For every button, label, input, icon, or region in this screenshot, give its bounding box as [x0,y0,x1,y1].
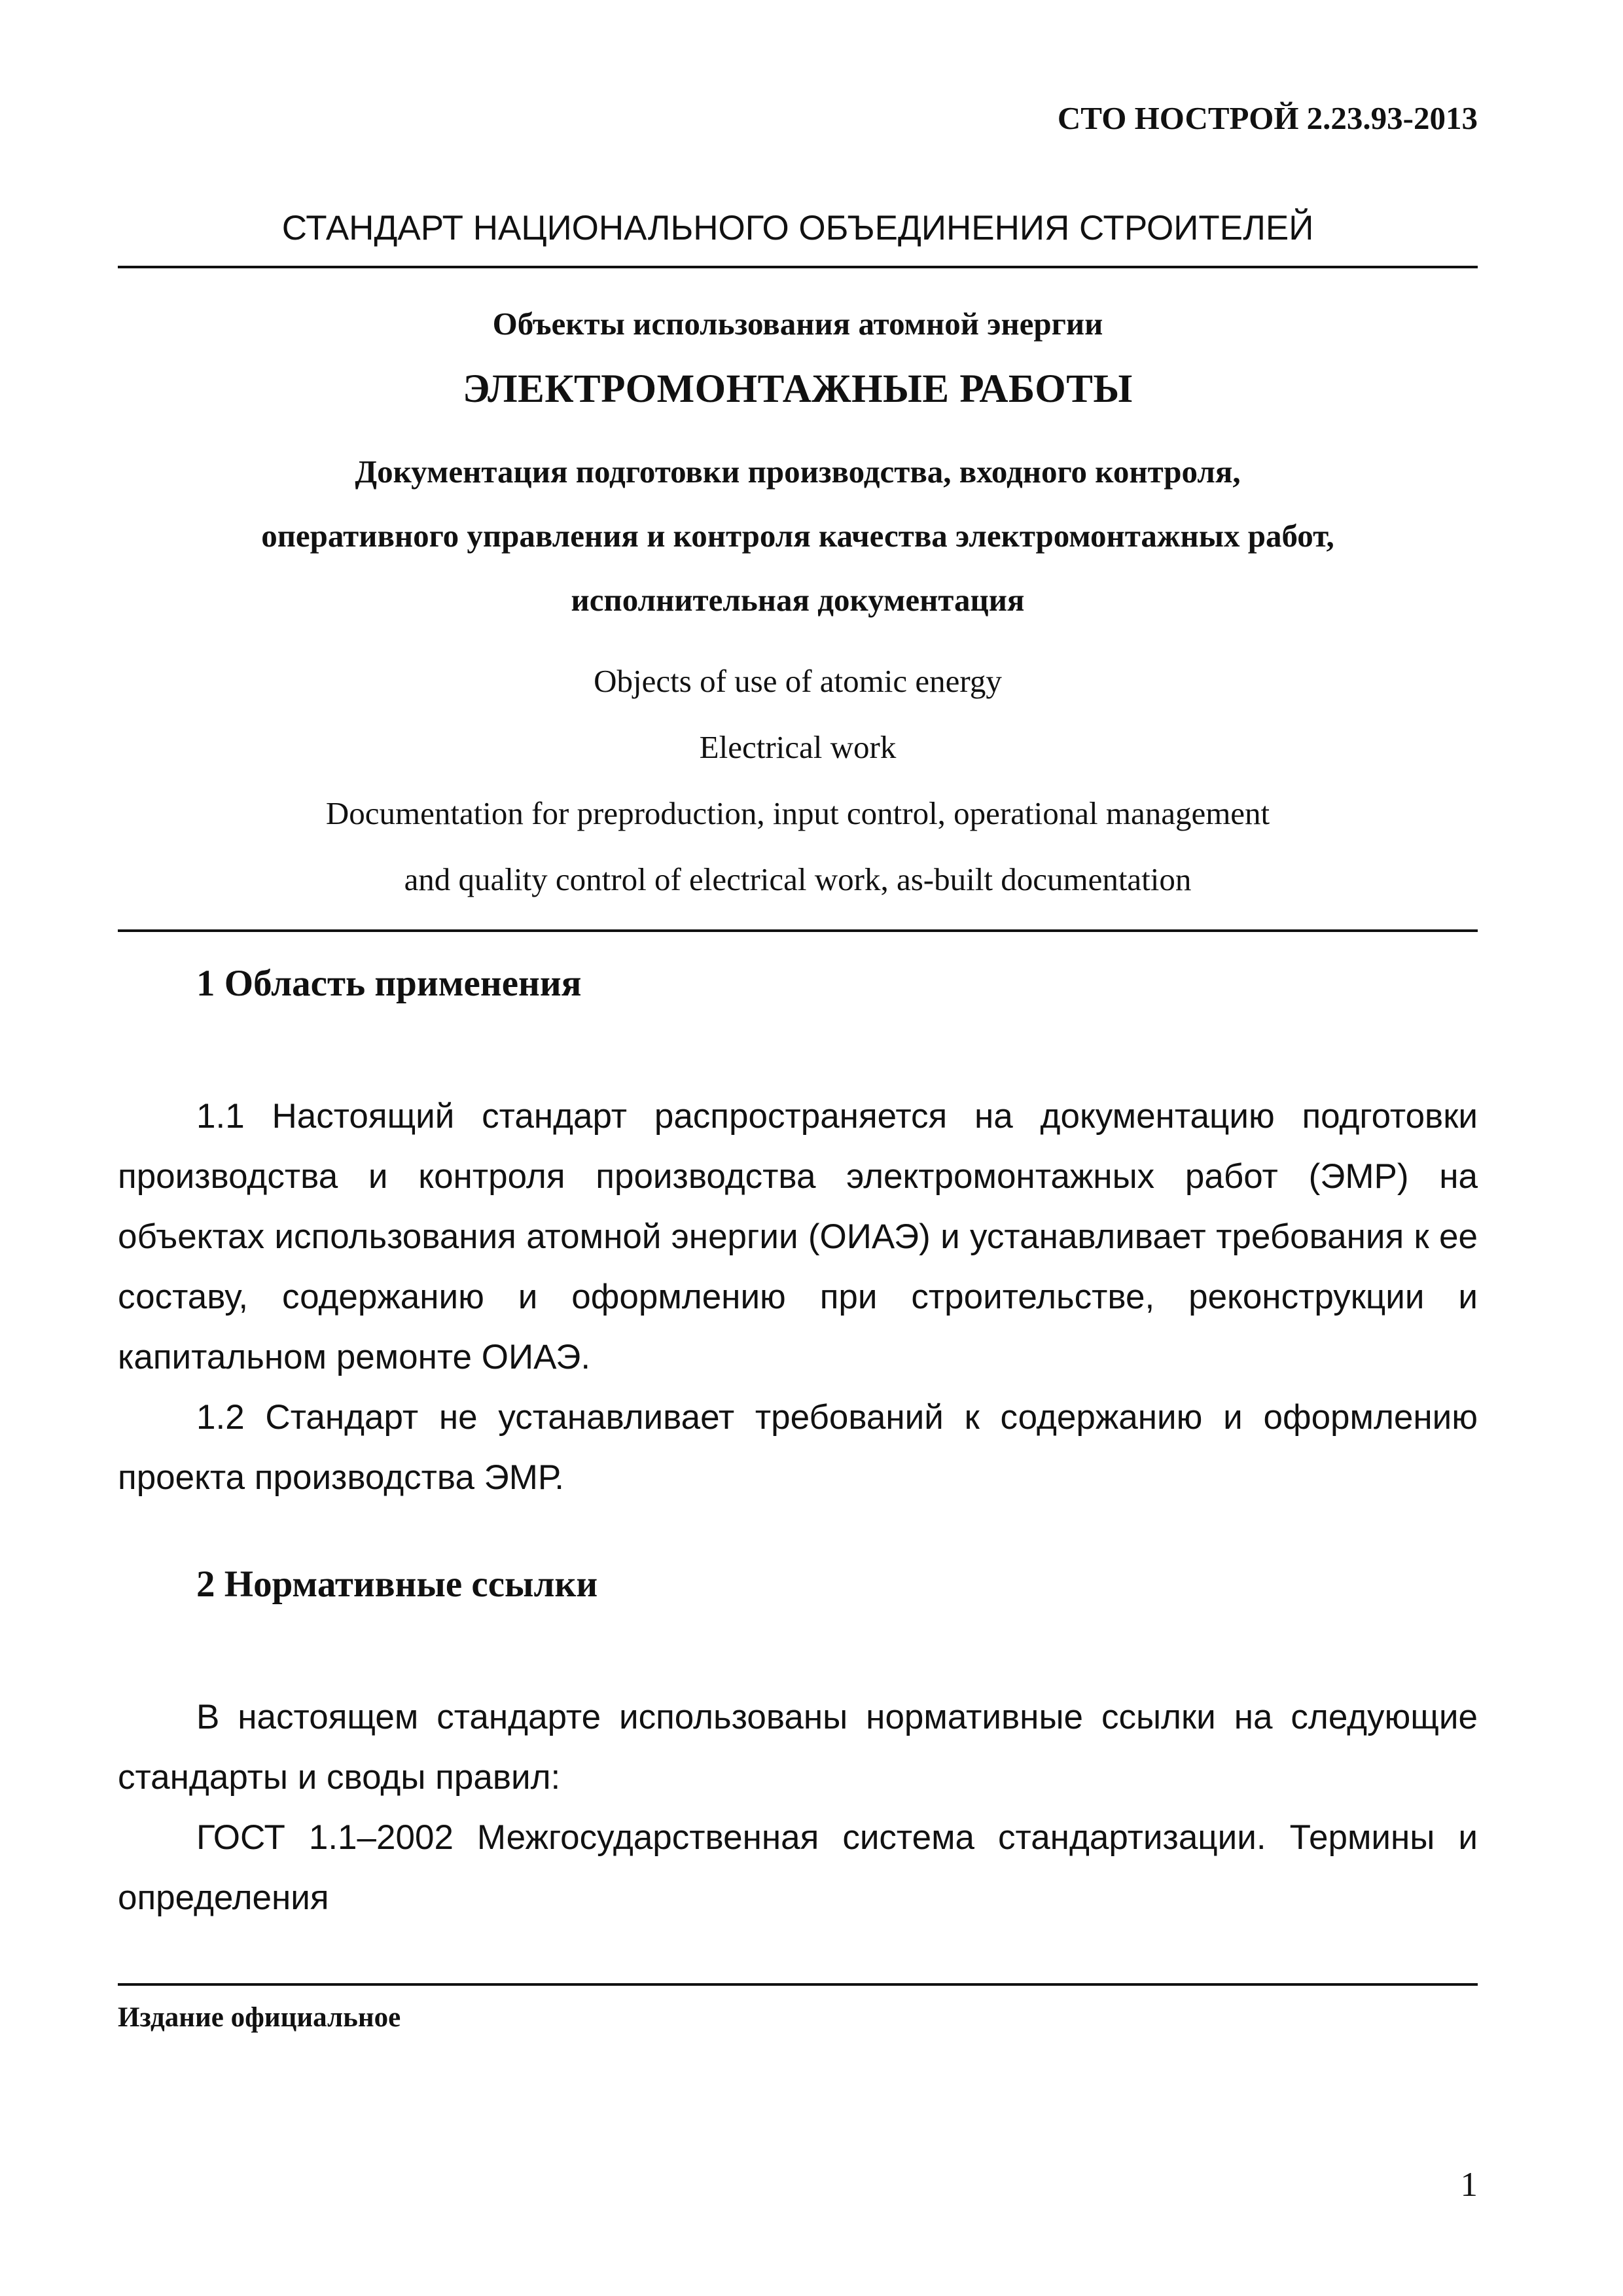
paragraph-1-2: 1.2 Стандарт не устанавливает требований к содержанию и оформлению проекта производства ЭМР. [118,1398,1478,1497]
subtitle-line-2: оперативного управления и контроля качества электромонтажных работ, [261,518,1334,554]
section-1-heading: 1 Область применения [196,963,582,1004]
section-2-heading: 2 Нормативные ссылки [196,1564,598,1605]
subtitle-line-1: Документация подготовки производства, входного контроля, [355,454,1241,490]
title-subject: Объекты использования атомной энергии [492,306,1103,342]
paragraph-2-gost: ГОСТ 1.1–2002 Межгосударственная система стандартизации. Термины и определения [118,1818,1478,1917]
official-edition-label: Издание официальное [118,2002,401,2033]
page-number: 1 [1460,2166,1478,2204]
title-main: ЭЛЕКТРОМОНТАЖНЫЕ РАБОТЫ [463,367,1133,411]
top-rule [118,266,1478,268]
english-line-1: Objects of use of atomic energy [594,663,1002,699]
title-subtitle [118,440,1478,632]
english-line-4: and quality control of electrical work, as-built documentation [404,861,1192,897]
standard-code: СТО НОСТРОЙ 2.23.93-2013 [1057,100,1478,136]
english-line-3: Documentation for preproduction, input control, operational management [325,795,1270,831]
organization-title: СТАНДАРТ НАЦИОНАЛЬНОГО ОБЪЕДИНЕНИЯ СТРОИТЕЛЕЙ [281,209,1314,247]
paragraph-1-1: 1.1 Настоящий стандарт распространяется на документацию подготовки производства и контроля производства электромонтажных работ (ЭМР) на объектах использования атомной энергии (ОИАЭ) и устанавливает требования к ее составу, содержанию и оформлению при строительстве, реконструкции и капитальном ремонте ОИАЭ. [118,1097,1478,1376]
subtitle-line-3: исполнительная документация [571,582,1025,618]
english-title [118,648,1478,912]
english-line-2: Electrical work [699,729,897,765]
section-1-body [118,1086,1478,1508]
paragraph-2-intro: В настоящем стандарте использованы нормативные ссылки на следующие стандарты и своды правил: [118,1698,1478,1797]
title-bottom-rule [118,929,1478,932]
footer-rule [118,1983,1478,1986]
section-2-body [118,1687,1478,1928]
